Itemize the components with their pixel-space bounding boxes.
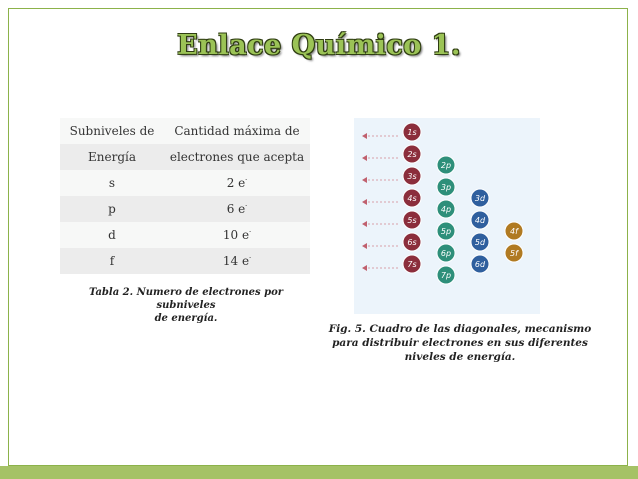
table-header-row [60,118,310,144]
orbital-2p [437,156,455,174]
orbital-5d [471,233,489,251]
orbital-2s [403,145,421,163]
subnivel-cell: d [60,222,164,248]
header-cell: Energía [60,144,164,170]
orbital-label: 4d [474,216,486,225]
orbital-label: 7p [440,271,452,280]
orbital-label: 4p [440,205,452,214]
orbital-label: 4s [407,194,417,203]
cantidad-cell: 10 e- [164,222,310,248]
orbital-label: 3p [440,183,452,192]
orbital-6s [403,233,421,251]
table-header-row [60,144,310,170]
orbital-4f [505,222,523,240]
orbital-3p [437,178,455,196]
orbital-4d [471,211,489,229]
orbital-3s [403,167,421,185]
orbital-4p [437,200,455,218]
cantidad-cell: 14 e- [164,248,310,274]
table-row [60,222,310,248]
orbital-label: 5p [440,227,452,236]
slide-title: Enlace Químico 1. [177,30,461,61]
orbital-label: 5d [474,238,486,247]
arrow-head [362,133,367,139]
arrow-head [362,177,367,183]
orbital-label: 6d [474,260,486,269]
orbital-1s [403,123,421,141]
arrow-head [362,265,367,271]
orbital-5f [505,244,523,262]
table-caption: Tabla 2. Numero de electrones por subniveles de energía. [88,287,284,324]
diagonal-rule-svg [354,118,540,314]
orbital-3d [471,189,489,207]
orbital-4s [403,189,421,207]
header-cell: Cantidad máxima de [164,118,310,144]
orbital-5p [437,222,455,240]
subnivel-cell: p [60,196,164,222]
orbital-label: 5f [510,249,518,258]
orbital-7s [403,255,421,273]
subnivel-cell: s [60,170,164,196]
arrow-head [362,243,367,249]
orbital-label: 4f [510,227,518,236]
orbital-label: 6s [407,238,417,247]
table-row [60,196,310,222]
orbital-6p [437,244,455,262]
subnivel-cell: f [60,248,164,274]
cantidad-cell: 6 e- [164,196,310,222]
figure-caption: Fig. 5. Cuadro de las diagonales, mecanismo para distribuir electrones en sus diferentes niveles de energía. [328,323,592,363]
orbital-label: 5s [407,216,417,225]
header-cell: Subniveles de [60,118,164,144]
orbital-6d [471,255,489,273]
arrow-head [362,199,367,205]
header-cell: electrones que acepta [164,144,310,170]
subshell-table [60,118,310,274]
orbital-label: 2s [407,150,417,159]
orbital-label: 3d [474,194,486,203]
orbital-label: 2p [440,161,452,170]
orbital-label: 6p [440,249,452,258]
diagonal-rule-diagram [354,118,540,314]
arrow-head [362,155,367,161]
table-row [60,248,310,274]
orbital-label: 3s [407,172,417,181]
cantidad-cell: 2 e- [164,170,310,196]
orbital-7p [437,266,455,284]
bottom-bar [0,466,638,479]
orbital-5s [403,211,421,229]
orbital-label: 1s [407,128,417,137]
table-row [60,170,310,196]
orbital-label: 7s [407,260,417,269]
arrow-head [362,221,367,227]
